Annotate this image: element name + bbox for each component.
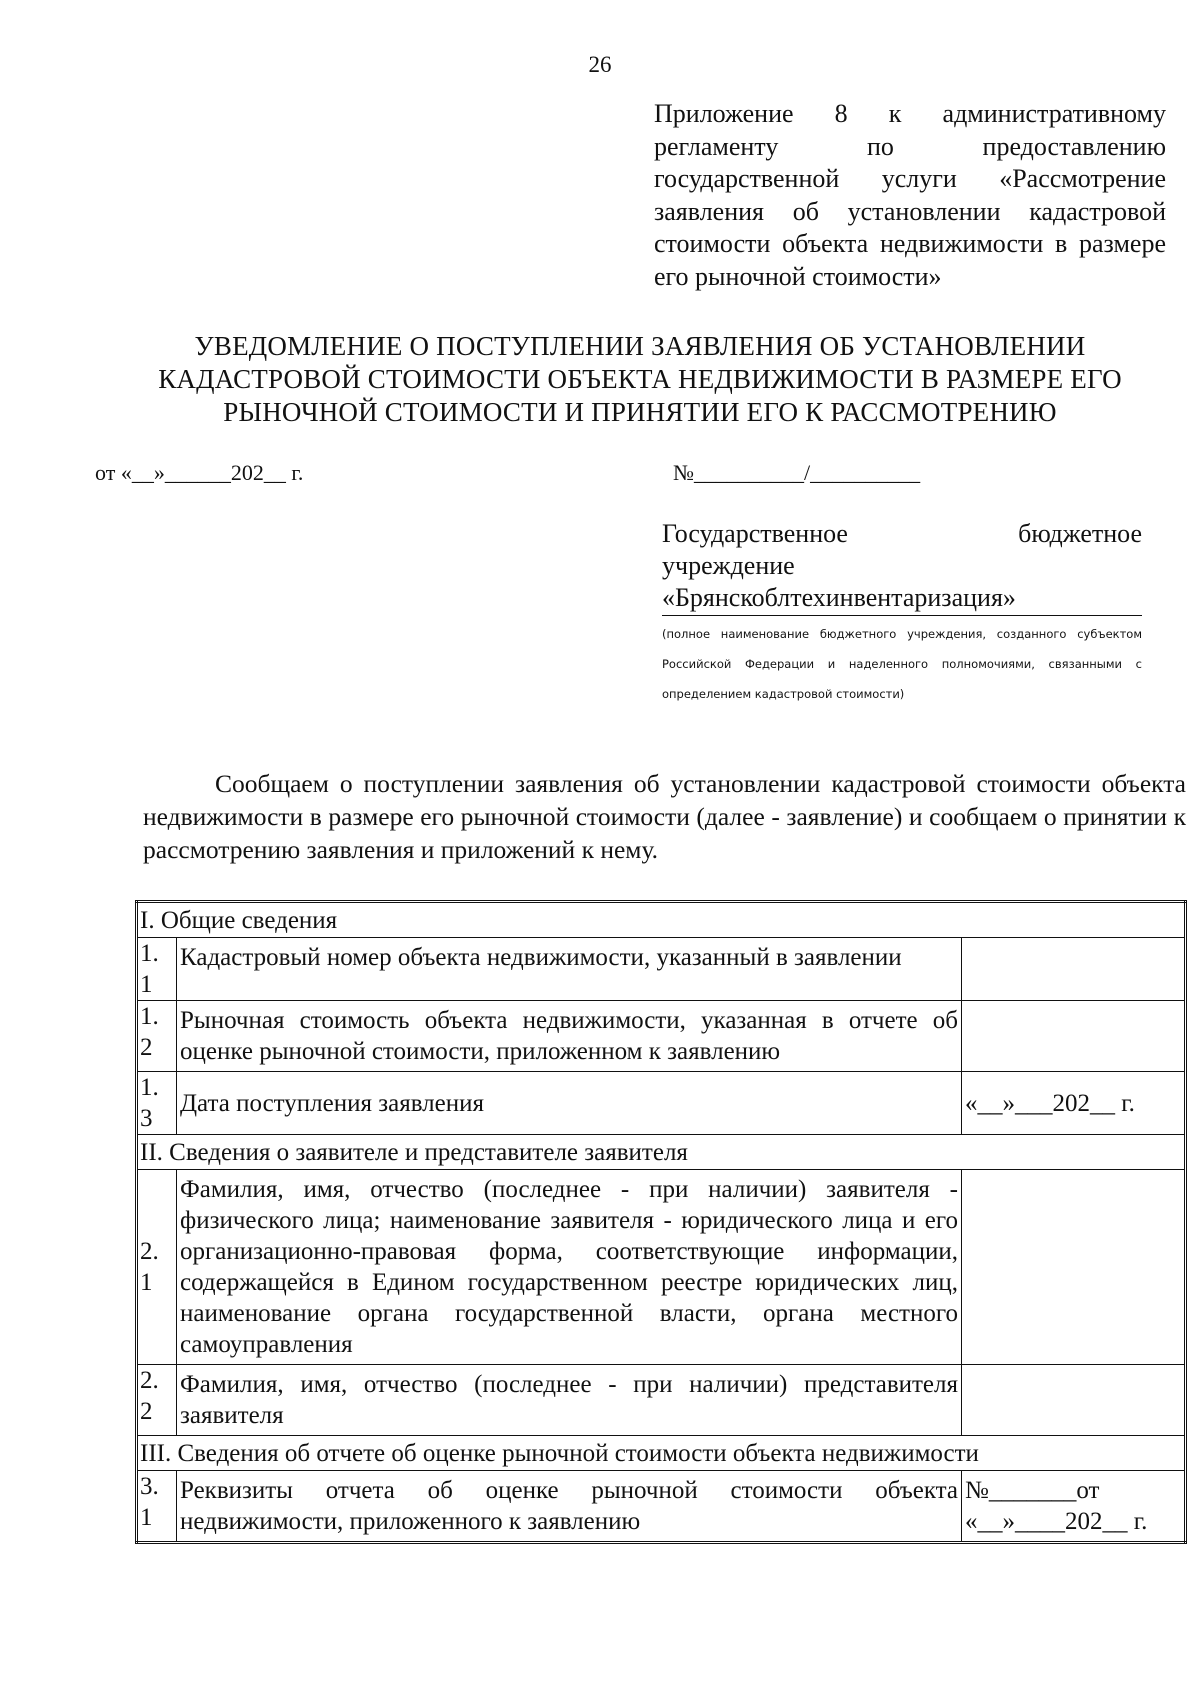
notice-table — [135, 900, 1187, 1544]
recipient-note: (полное наименование бюджетного учреждения, созданного субъектом Российской Федерации и наделенного полномочиями, связанными с определением кадастровой стоимости) — [662, 627, 1142, 701]
number-line: №__________/__________ — [673, 460, 921, 485]
title-line: КАДАСТРОВОЙ СТОИМОСТИ ОБЪЕКТА НЕДВИЖИМОСТИ В РАЗМЕРЕ ЕГО — [158, 364, 1122, 394]
row-value: №_______от «__»____202__ г. — [962, 1471, 1186, 1543]
title-line: РЫНОЧНОЙ СТОИМОСТИ И ПРИНЯТИИ ЕГО К РАССМОТРЕНИЮ — [223, 397, 1057, 427]
row-description: Рыночная стоимость объекта недвижимости, указанная в отчете об оценке рыночной стоимости, приложенном к заявлению — [177, 1001, 962, 1072]
row-number: 1. 3 — [137, 1072, 177, 1135]
row-value — [962, 1365, 1186, 1436]
row-number: 2. 2 — [137, 1365, 177, 1436]
recipient-word: бюджетное — [1018, 519, 1142, 548]
recipient-word: Государственное — [662, 519, 848, 548]
section-row — [137, 1436, 1186, 1471]
row-number: 1. 1 — [137, 938, 177, 1001]
table-row — [137, 938, 1186, 1001]
row-description: Фамилия, имя, отчество (последнее - при наличии) представителя заявителя — [177, 1365, 962, 1436]
row-value: «__»___202__ г. — [962, 1072, 1186, 1135]
table-row — [137, 1471, 1186, 1543]
recipient-name: «Брянскоблтехинвентаризация» — [662, 582, 1142, 616]
row-number: 1. 2 — [137, 1001, 177, 1072]
row-description: Кадастровый номер объекта недвижимости, указанный в заявлении — [177, 938, 962, 1001]
document-title — [120, 330, 1160, 429]
row-value — [962, 938, 1186, 1001]
table-row — [137, 1072, 1186, 1135]
row-description: Фамилия, имя, отчество (последнее - при наличии) заявителя - физического лица; наименование заявителя - юридического лица и его организационно-правовая форма, соответствующие информации, содержащейся в Едином государственном реестре юридических лиц, наименование органа государственной власти, органа местного самоуправления — [177, 1170, 962, 1365]
recipient-line: учреждение — [662, 551, 795, 580]
section-row — [137, 902, 1186, 938]
table-row — [137, 1170, 1186, 1365]
title-line: УВЕДОМЛЕНИЕ О ПОСТУПЛЕНИИ ЗАЯВЛЕНИЯ ОБ УСТАНОВЛЕНИИ — [194, 331, 1086, 361]
recipient-line — [662, 518, 1142, 550]
row-number: 2. 1 — [137, 1170, 177, 1365]
row-number: 3. 1 — [137, 1471, 177, 1543]
section-heading: III. Сведения об отчете об оценке рыночной стоимости объекта недвижимости — [137, 1436, 1186, 1471]
row-description: Дата поступления заявления — [177, 1072, 962, 1135]
row-description: Реквизиты отчета об оценке рыночной стоимости объекта недвижимости, приложенного к заявлению — [177, 1471, 962, 1543]
date-line: от «__»______202__ г. — [95, 460, 304, 485]
recipient-block — [662, 518, 1142, 616]
table-row — [137, 1365, 1186, 1436]
page-number: 26 — [588, 52, 612, 77]
section-heading: I. Общие сведения — [137, 902, 1186, 938]
annex-reference: Приложение 8 к административному регламенту по предоставлению государственной услуги «Рассмотрение заявления об установлении кадастровой стоимости объекта недвижимости в размере его рыночной стоимости» — [654, 99, 1166, 291]
section-row — [137, 1135, 1186, 1170]
table-row — [137, 1001, 1186, 1072]
intro-paragraph: Сообщаем о поступлении заявления об установлении кадастровой стоимости объекта недвижимости в размере его рыночной стоимости (далее - заявление) и сообщаем о принятии к рассмотрению заявления и приложений к нему. — [143, 769, 1186, 864]
row-value — [962, 1001, 1186, 1072]
row-value — [962, 1170, 1186, 1365]
section-heading: II. Сведения о заявителе и представителе заявителя — [137, 1135, 1186, 1170]
